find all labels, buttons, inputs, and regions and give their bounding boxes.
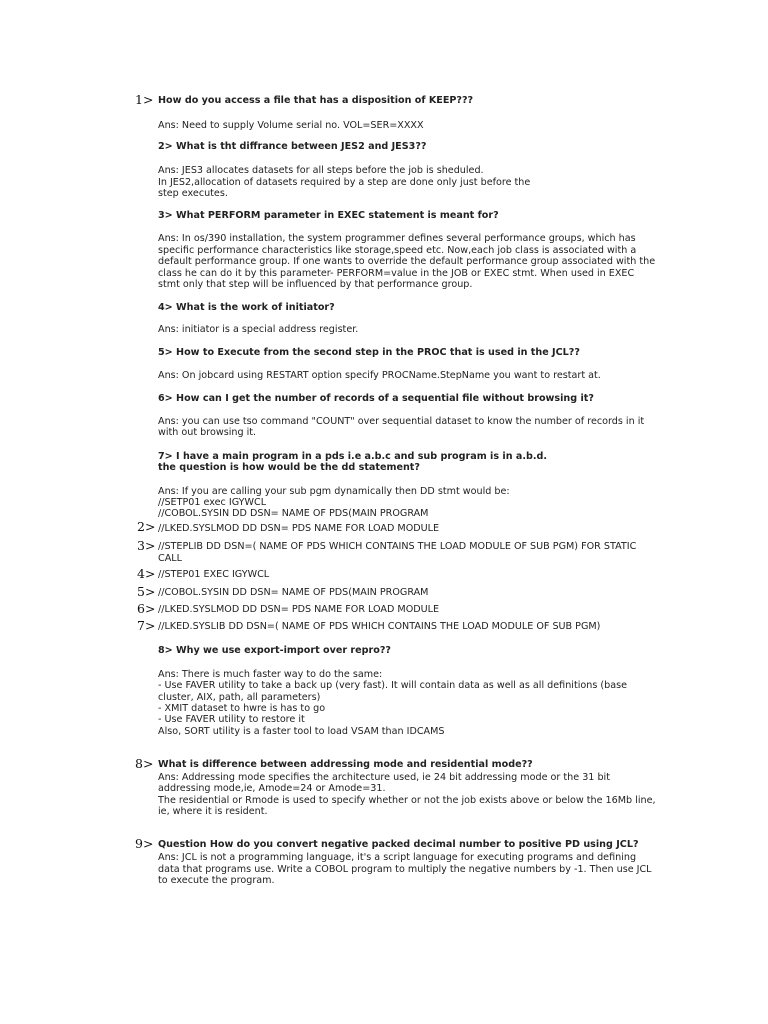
step-text: //LKED.SYSLIB DD DSN=( NAME OF PDS WHICH CONTAINS THE LOAD MODULE OF SUB PGM) <box>158 621 601 632</box>
answer-text: specific performance characteristics like storage,speed etc. Now,each job class is associated with a <box>158 245 637 256</box>
question-text: 7> I have a main program in a pds i.e a.b.c and sub program is in a.b.d. <box>158 451 548 462</box>
question-text: What is difference between addressing mode and residential mode?? <box>158 759 533 770</box>
step-marker: 6> <box>137 601 156 616</box>
answer-text: stmt only that step will be influenced by that performance group. <box>158 279 473 290</box>
question-text: How do you access a file that has a disposition of KEEP??? <box>158 95 474 106</box>
step-text: //LKED.SYSLMOD DD DSN= PDS NAME FOR LOAD MODULE <box>158 523 440 534</box>
answer-text: - Use FAVER utility to restore it <box>158 714 305 725</box>
answer-text: Ans: If you are calling your sub pgm dynamically then DD stmt would be: <box>158 486 510 497</box>
answer-text: Ans: On jobcard using RESTART option specify PROCName.StepName you want to restart at. <box>158 370 601 381</box>
answer-text: class he can do it by this parameter- PERFORM=value in the JOB or EXEC stmt. When used in EXEC <box>158 268 635 279</box>
answer-text: data that programs use. Write a COBOL program to multiply the negative numbers by -1. Then use JCL <box>158 864 652 875</box>
answer-text: //SETP01 exec IGYWCL <box>158 497 267 508</box>
question-marker: 9> <box>135 836 154 851</box>
step-text: //COBOL.SYSIN DD DSN= NAME OF PDS(MAIN PROGRAM <box>158 587 429 598</box>
answer-text: step executes. <box>158 188 228 199</box>
answer-text: Ans: Addressing mode specifies the architecture used, ie 24 bit addressing mode or the 31 bit <box>158 772 610 783</box>
step-marker: 4> <box>137 566 156 581</box>
step-marker: 3> <box>137 538 156 553</box>
answer-text: with out browsing it. <box>158 427 257 438</box>
answer-text: Also, SORT utility is a faster tool to load VSAM than IDCAMS <box>158 726 445 737</box>
answer-text: Ans: initiator is a special address register. <box>158 324 359 335</box>
step-text: //LKED.SYSLMOD DD DSN= PDS NAME FOR LOAD MODULE <box>158 604 440 615</box>
step-marker: 2> <box>137 519 156 534</box>
answer-text: - XMIT dataset to hwre is has to go <box>158 703 326 714</box>
answer-text: Ans: There is much faster way to do the same: <box>158 669 383 680</box>
step-text: //STEPLIB DD DSN=( NAME OF PDS WHICH CONTAINS THE LOAD MODULE OF SUB PGM) FOR STATIC <box>158 541 637 552</box>
answer-text: The residential or Rmode is used to specify whether or not the job exists above or below the 16Mb line, <box>158 795 656 806</box>
answer-text: //COBOL.SYSIN DD DSN= NAME OF PDS(MAIN PROGRAM <box>158 508 429 519</box>
question-marker: 1> <box>135 92 154 107</box>
answer-text: Ans: In os/390 installation, the system programmer defines several performance groups, which has <box>158 233 636 244</box>
answer-text: default performance group. If one wants to override the default performance group associated with the <box>158 256 656 267</box>
question-text: 8> Why we use export-import over repro?? <box>158 645 391 656</box>
answer-text: addressing mode,ie, Amode=24 or Amode=31. <box>158 783 386 794</box>
step-text: //STEP01 EXEC IGYWCL <box>158 569 270 580</box>
answer-text: Ans: JCL is not a programming language, it's a script language for executing programs and defining <box>158 852 637 863</box>
answer-text: Ans: JES3 allocates datasets for all steps before the job is sheduled. <box>158 165 484 176</box>
step-text: CALL <box>158 553 182 564</box>
answer-text: to execute the program. <box>158 875 275 886</box>
answer-text: ie, where it is resident. <box>158 806 268 817</box>
question-text: 2> What is tht diffrance between JES2 and JES3?? <box>158 141 427 152</box>
question-text: 6> How can I get the number of records of a sequential file without browsing it? <box>158 393 594 404</box>
question-text: Question How do you convert negative packed decimal number to positive PD using JCL? <box>158 839 639 850</box>
question-text: 3> What PERFORM parameter in EXEC statement is meant for? <box>158 210 499 221</box>
answer-text: cluster, AIX, path, all parameters) <box>158 692 321 703</box>
step-marker: 5> <box>137 584 156 599</box>
answer-text: Ans: you can use tso command "COUNT" over sequential dataset to know the number of records in it <box>158 416 645 427</box>
question-text: 5> How to Execute from the second step in the PROC that is used in the JCL?? <box>158 347 580 358</box>
question-text: 4> What is the work of initiator? <box>158 302 335 313</box>
answer-text: In JES2,allocation of datasets required by a step are done only just before the <box>158 177 531 188</box>
step-marker: 7> <box>137 618 156 633</box>
answer-text: Ans: Need to supply Volume serial no. VOL=SER=XXXX <box>158 120 424 131</box>
question-text: the question is how would be the dd statement? <box>158 462 420 473</box>
question-marker: 8> <box>135 756 154 771</box>
answer-text: - Use FAVER utility to take a back up (very fast). It will contain data as well as all definitions (base <box>158 680 627 691</box>
